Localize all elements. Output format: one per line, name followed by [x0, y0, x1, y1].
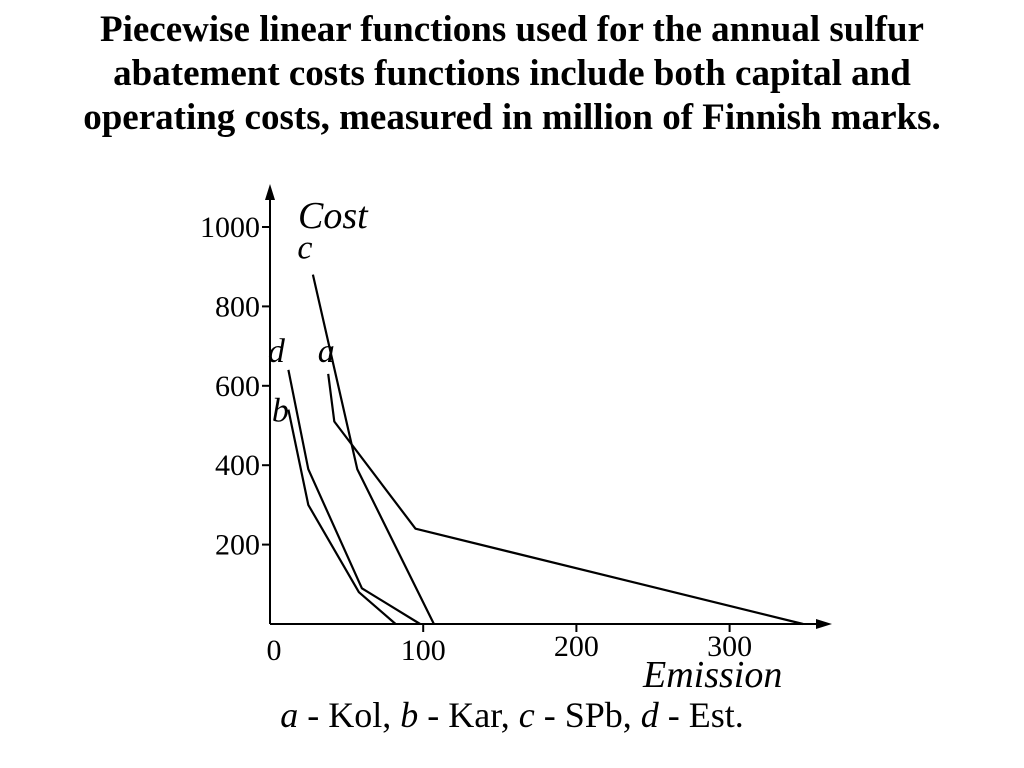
x-axis-arrow	[816, 619, 832, 629]
series-label-d: d	[267, 332, 285, 370]
series-line-c	[313, 275, 434, 624]
title-line-3: operating costs, measured in million of Finnish marks.	[83, 97, 941, 138]
series-label-a: a	[317, 332, 335, 370]
y-axis-arrow	[265, 184, 275, 200]
x-tick-label-200: 200	[553, 630, 599, 663]
legend-text-d: - Est.	[658, 695, 744, 735]
series-line-a	[328, 374, 803, 624]
legend-item-d	[641, 695, 744, 735]
title-line-2: abatement costs functions include both capital and	[113, 53, 911, 94]
y-tick-label-200: 200	[215, 528, 260, 562]
series-legend	[0, 692, 1024, 738]
legend-text-a: - Kol,	[298, 695, 401, 735]
y-axis-title: Cost	[298, 195, 368, 237]
legend-item-c	[519, 695, 641, 735]
y-tick-label-800: 800	[215, 290, 260, 324]
x-tick-label-0: 0	[266, 634, 282, 667]
chart-series	[288, 275, 803, 624]
x-tick-label-300: 300	[707, 630, 753, 663]
series-label-c: c	[297, 229, 313, 267]
series-line-b	[288, 410, 395, 624]
title-line-1: Piecewise linear functions used for the annual sulfur	[100, 9, 924, 50]
chart-axes	[262, 184, 832, 632]
legend-key-b: b	[400, 695, 419, 735]
legend-text-c: - SPb,	[534, 695, 641, 735]
legend-key-a: a	[280, 695, 299, 735]
series-label-b: b	[271, 392, 289, 430]
y-tick-label-1000: 1000	[200, 211, 260, 244]
chart-labels	[200, 195, 782, 696]
x-tick-label-100: 100	[400, 634, 446, 667]
legend-item-a	[280, 695, 400, 735]
legend-key-d: d	[640, 695, 659, 735]
y-tick-label-600: 600	[215, 369, 260, 403]
y-tick-label-400: 400	[215, 449, 260, 483]
x-axis-title: Emission	[643, 654, 783, 696]
legend-text-b: - Kar,	[418, 695, 519, 735]
legend-key-c: c	[518, 695, 535, 735]
legend-item-b	[400, 695, 519, 735]
